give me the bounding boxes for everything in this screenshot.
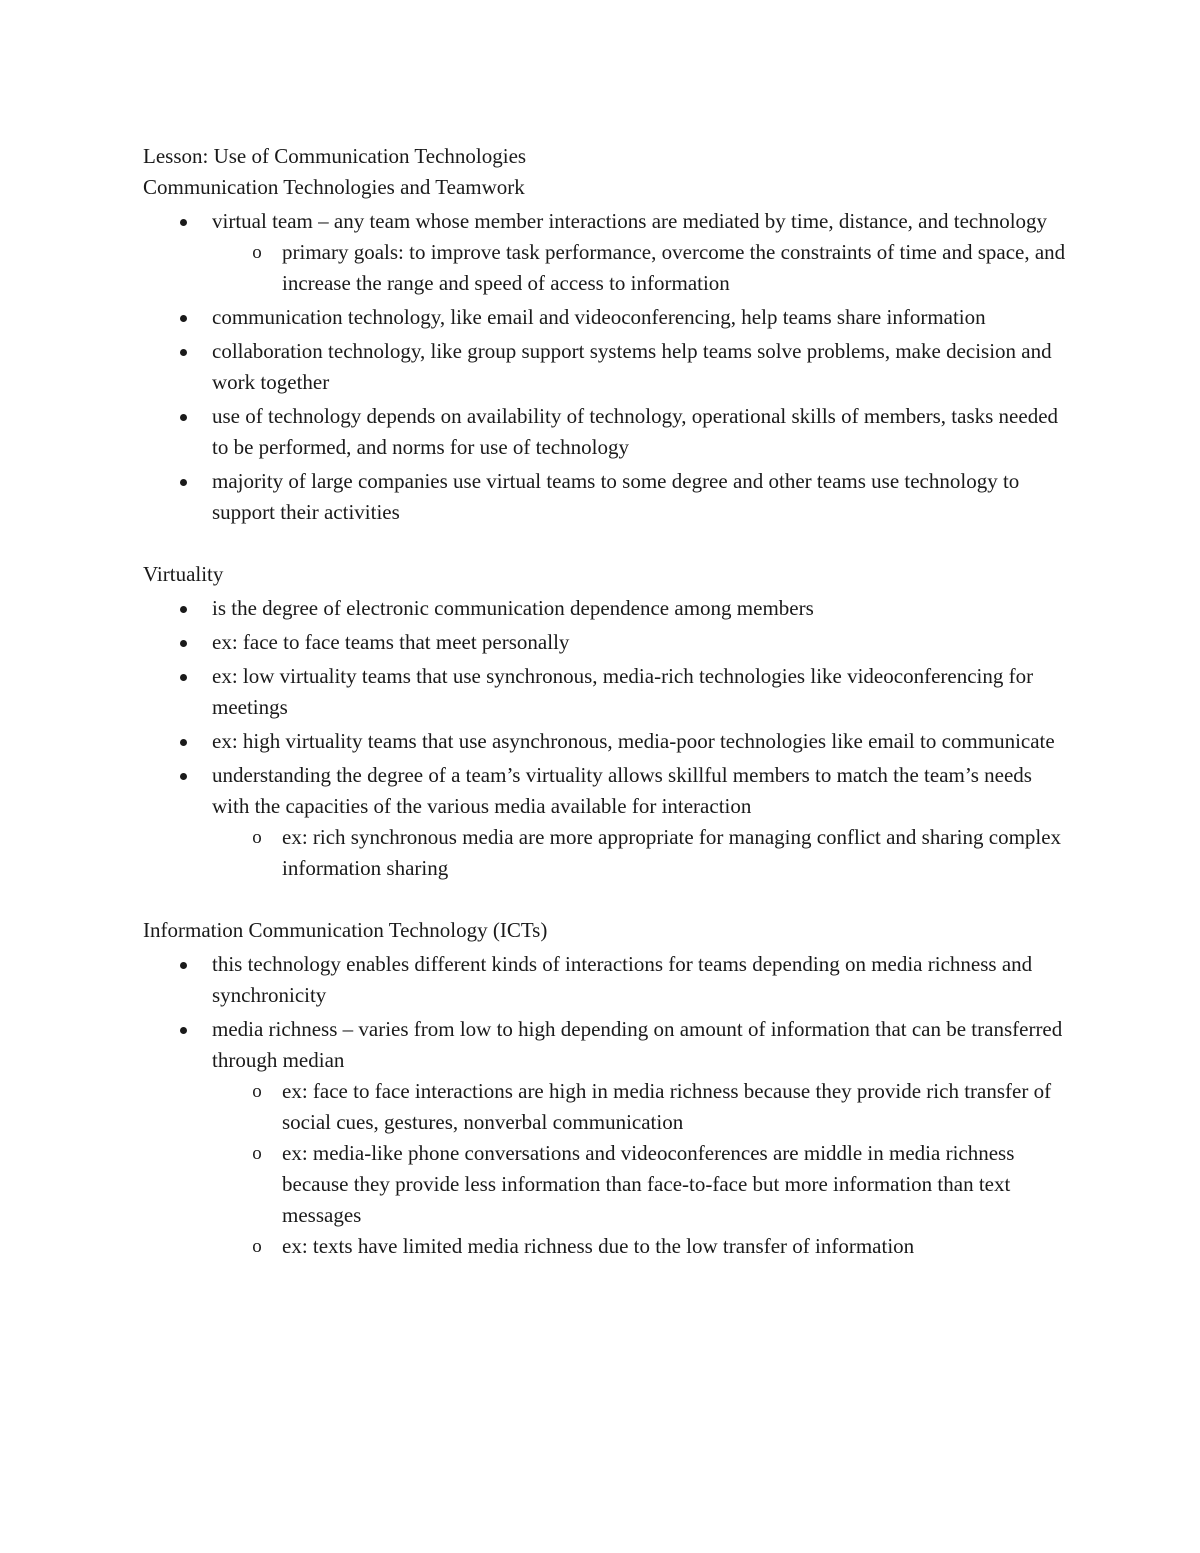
list-item [143, 401, 1073, 463]
section-heading: Information Communication Technology (ICTs) [143, 918, 548, 942]
bullet-icon [180, 640, 187, 647]
list-item [143, 726, 1073, 757]
list-item-text: is the degree of electronic communication dependence among members [212, 596, 814, 620]
sub-list-item [212, 1076, 1073, 1138]
list-item-text: communication technology, like email and videoconferencing, help teams share information [212, 305, 986, 329]
section-heading: Communication Technologies and Teamwork [143, 175, 525, 199]
sub-bullet-list [212, 1076, 1073, 1262]
circle-bullet-icon: o [252, 1081, 262, 1102]
bullet-icon [180, 349, 187, 356]
bullet-icon [180, 773, 187, 780]
bullet-list [143, 593, 1073, 884]
list-item [143, 661, 1073, 723]
document-body [143, 141, 1073, 1262]
list-item-text: understanding the degree of a team’s virtuality allows skillful members to match the team’s needs with the capacities of the various media available for interaction [212, 763, 1032, 818]
list-item [143, 336, 1073, 398]
lesson-title: Lesson: Use of Communication Technologies [143, 144, 527, 168]
list-item [143, 466, 1073, 528]
list-item-text: media richness – varies from low to high depending on amount of information that can be transferred through median [212, 1017, 1063, 1072]
bullet-icon [180, 1027, 187, 1034]
circle-bullet-icon: o [252, 1236, 262, 1257]
list-item [143, 627, 1073, 658]
sub-list-item [212, 237, 1073, 299]
bullet-list [143, 206, 1073, 528]
bullet-icon [180, 739, 187, 746]
list-item [143, 949, 1073, 1011]
sub-list-item [212, 1138, 1073, 1231]
bullet-icon [180, 315, 187, 322]
circle-bullet-icon: o [252, 827, 262, 848]
bullet-icon [180, 962, 187, 969]
sub-list-item-text: primary goals: to improve task performance, overcome the constraints of time and space, and increase the range and speed of access to information [282, 240, 1066, 295]
bullet-icon [180, 606, 187, 613]
list-item [143, 302, 1073, 333]
list-item-text: use of technology depends on availability of technology, operational skills of members, tasks needed to be performed, and norms for use of technology [212, 404, 1059, 459]
sub-list-item-text: ex: rich synchronous media are more appropriate for managing conflict and sharing complex information sharing [282, 825, 1062, 880]
bullet-icon [180, 219, 187, 226]
circle-bullet-icon: o [252, 242, 262, 263]
list-item [143, 1014, 1073, 1262]
sub-bullet-list [212, 822, 1073, 884]
bullet-icon [180, 414, 187, 421]
bullet-icon [180, 674, 187, 681]
list-item-text: ex: high virtuality teams that use asynchronous, media-poor technologies like email to communicate [212, 729, 1055, 753]
section-spacer [143, 528, 1073, 559]
sub-list-item [212, 1231, 1073, 1262]
section-spacer [143, 884, 1073, 915]
section-communication-technologies [143, 172, 1073, 528]
list-item-text: majority of large companies use virtual teams to some degree and other teams use technology to support their activities [212, 469, 1020, 524]
list-item [143, 206, 1073, 299]
section-icts [143, 915, 1073, 1262]
circle-bullet-icon: o [252, 1143, 262, 1164]
bullet-icon [180, 479, 187, 486]
list-item-text: this technology enables different kinds of interactions for teams depending on media richness and synchronicity [212, 952, 1033, 1007]
sub-list-item-text: ex: texts have limited media richness due to the low transfer of information [282, 1234, 915, 1258]
list-item-text: collaboration technology, like group support systems help teams solve problems, make decision and work together [212, 339, 1052, 394]
section-virtuality [143, 559, 1073, 884]
sub-list-item-text: ex: media-like phone conversations and videoconferences are middle in media richness because they provide less information than face-to-face but more information than text messages [282, 1141, 1015, 1227]
list-item-text: ex: low virtuality teams that use synchronous, media-rich technologies like videoconferencing for meetings [212, 664, 1034, 719]
list-item-text: virtual team – any team whose member interactions are mediated by time, distance, and technology [212, 209, 1048, 233]
list-item-text: ex: face to face teams that meet personally [212, 630, 570, 654]
sub-bullet-list [212, 237, 1073, 299]
sub-list-item [212, 822, 1073, 884]
sub-list-item-text: ex: face to face interactions are high in media richness because they provide rich transfer of social cues, gestures, nonverbal communication [282, 1079, 1052, 1134]
bullet-list [143, 949, 1073, 1262]
list-item [143, 760, 1073, 884]
list-item [143, 593, 1073, 624]
section-heading: Virtuality [143, 562, 224, 586]
